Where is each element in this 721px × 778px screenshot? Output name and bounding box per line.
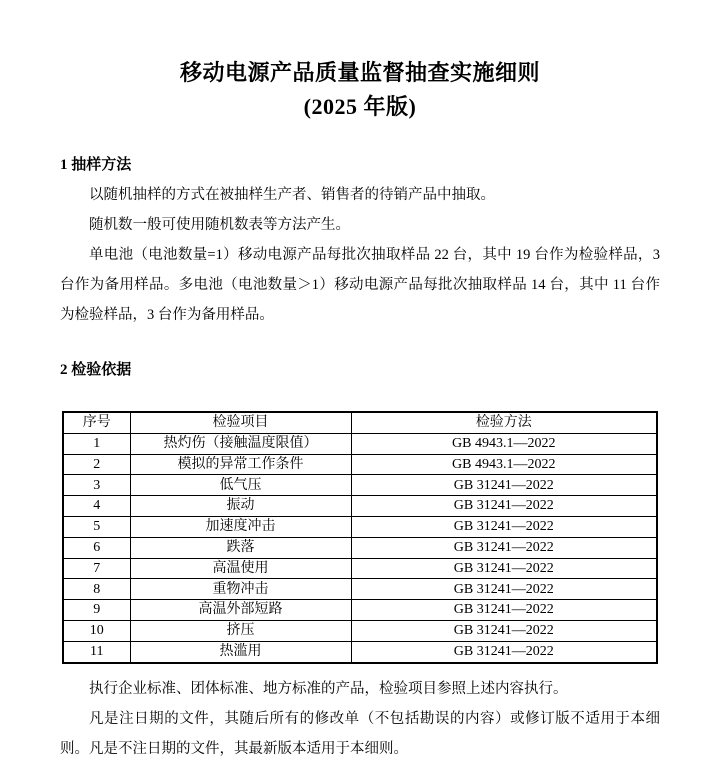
table-row — [63, 516, 657, 537]
cell-method: GB 4943.1—2022 — [351, 454, 657, 475]
cell-item: 跌落 — [130, 537, 351, 558]
cell-item: 挤压 — [130, 620, 351, 641]
section-heading-inspection-basis: 2 检验依据 — [60, 362, 132, 378]
table-row — [63, 558, 657, 579]
table-row — [63, 475, 657, 496]
sampling-paragraph-1: 以随机抽样的方式在被抽样生产者、销售者的待销产品中抽取。 — [89, 187, 495, 203]
inspection-basis-table — [62, 411, 658, 664]
cell-seq: 8 — [63, 579, 130, 600]
header-method: 检验方法 — [351, 412, 657, 433]
cell-item: 高温使用 — [130, 558, 351, 579]
cell-item: 热滥用 — [130, 641, 351, 662]
cell-seq: 1 — [63, 433, 130, 454]
cell-seq: 4 — [63, 496, 130, 517]
document-title-line1: 移动电源产品质量监督抽查实施细则 — [179, 60, 540, 85]
cell-seq: 2 — [63, 454, 130, 475]
cell-seq: 5 — [63, 516, 130, 537]
cell-method: GB 31241—2022 — [351, 641, 657, 662]
header-seq: 序号 — [63, 412, 130, 433]
note-paragraph-2: 凡是注日期的文件，其随后所有的修改单（不包括勘误的内容）或修订版不适用于本细则。凡是不注日期的文件，其最新版本适用于本细则。 — [60, 710, 660, 757]
sampling-paragraph-3: 单电池（电池数量=1）移动电源产品每批次抽取样品 22 台，其中 19 台作为检验样品，3 台作为备用样品。多电池（电池数量＞1）移动电源产品每批次抽取样品 14 台，其中 11 台作为检验样品，3 台作为备用样品。 — [60, 247, 660, 323]
cell-item: 低气压 — [130, 475, 351, 496]
cell-item: 加速度冲击 — [130, 516, 351, 537]
document-title — [60, 56, 660, 124]
table-row — [63, 454, 657, 475]
notes-block — [60, 674, 660, 764]
cell-method: GB 31241—2022 — [351, 516, 657, 537]
cell-method: GB 31241—2022 — [351, 558, 657, 579]
cell-item: 重物冲击 — [130, 579, 351, 600]
table-row — [63, 620, 657, 641]
table-row — [63, 496, 657, 517]
table-row — [63, 433, 657, 454]
table-header-row — [63, 412, 657, 433]
cell-seq: 11 — [63, 641, 130, 662]
cell-seq: 3 — [63, 475, 130, 496]
cell-item: 模拟的异常工作条件 — [130, 454, 351, 475]
cell-method: GB 31241—2022 — [351, 579, 657, 600]
cell-method: GB 31241—2022 — [351, 600, 657, 621]
document-title-line2: (2025 年版) — [303, 94, 417, 119]
table-row — [63, 641, 657, 662]
cell-item: 高温外部短路 — [130, 600, 351, 621]
cell-seq: 10 — [63, 620, 130, 641]
table-row — [63, 600, 657, 621]
cell-seq: 7 — [63, 558, 130, 579]
cell-method: GB 31241—2022 — [351, 537, 657, 558]
cell-method: GB 31241—2022 — [351, 475, 657, 496]
table-row — [63, 579, 657, 600]
cell-seq: 9 — [63, 600, 130, 621]
cell-item: 振动 — [130, 496, 351, 517]
note-paragraph-1: 执行企业标准、团体标准、地方标准的产品，检验项目参照上述内容执行。 — [89, 680, 568, 697]
cell-method: GB 31241—2022 — [351, 620, 657, 641]
header-item: 检验项目 — [130, 412, 351, 433]
table-row — [63, 537, 657, 558]
cell-method: GB 31241—2022 — [351, 496, 657, 517]
cell-method: GB 4943.1—2022 — [351, 433, 657, 454]
cell-item: 热灼伤（接触温度限值） — [130, 433, 351, 454]
cell-seq: 6 — [63, 537, 130, 558]
section-heading-sampling-method: 1 抽样方法 — [60, 157, 132, 173]
sampling-paragraph-2: 随机数一般可使用随机数表等方法产生。 — [89, 217, 350, 233]
